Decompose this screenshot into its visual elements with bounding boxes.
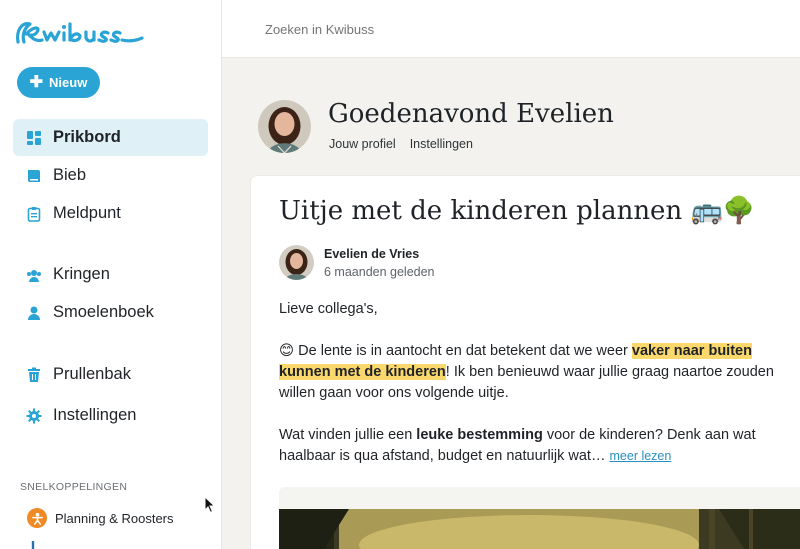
smile-emoji-icon: 😊 (279, 343, 295, 359)
group-icon (26, 267, 42, 283)
sidebar-item-label: Kringen (53, 265, 110, 283)
new-button[interactable] (17, 67, 100, 98)
ellipsis: … (590, 448, 606, 464)
shortcut-planning-roosters[interactable] (27, 508, 174, 528)
sidebar-item-label: Meldpunt (53, 204, 121, 222)
sidebar-item-instellingen[interactable] (13, 397, 208, 434)
author-avatar[interactable] (279, 245, 314, 280)
read-more-link[interactable]: meer lezen (609, 449, 672, 463)
shortcuts-heading: SNELKOPPELINGEN (20, 481, 128, 493)
sidebar-item-meldpunt[interactable] (13, 195, 208, 232)
mouse-cursor-icon (204, 496, 216, 514)
highlight: vaker naar buiten kunnen met de kinderen (279, 343, 752, 380)
text-segment: De lente is in aantocht en dat betekent dat we weer (294, 343, 632, 359)
text-segment: Wat vinden jullie een (279, 427, 417, 443)
shortcut-label: Planning & Roosters (55, 510, 174, 526)
sidebar-item-prikbord[interactable] (13, 119, 208, 156)
kwibuss-logo[interactable] (12, 12, 144, 52)
sidebar-item-label: Bieb (53, 166, 87, 184)
sidebar (0, 0, 222, 549)
post-body (279, 299, 779, 488)
bold-text: leuke bestemming (416, 427, 543, 443)
post-date: 6 maanden geleden (324, 265, 435, 279)
sidebar-item-label: Smoelenboek (53, 303, 154, 321)
book-icon (26, 168, 42, 184)
sidebar-item-kringen[interactable] (13, 256, 208, 293)
sidebar-item-bieb[interactable] (13, 157, 208, 194)
sidebar-item-smoelenboek[interactable] (13, 294, 208, 331)
shortcut-partial[interactable] (27, 540, 55, 549)
post-image[interactable] (279, 487, 800, 549)
clipboard-icon (26, 206, 42, 222)
settings-link[interactable]: Instellingen (409, 137, 473, 151)
sidebar-item-label: Instellingen (53, 406, 137, 424)
person-orange-icon (27, 508, 47, 528)
new-button-label: Nieuw (49, 75, 88, 90)
search-input[interactable] (265, 22, 665, 37)
profile-link[interactable]: Jouw profiel (329, 137, 396, 151)
gear-icon (26, 408, 42, 424)
salutation: Lieve collega's, (279, 301, 378, 317)
topbar (222, 0, 800, 58)
dashboard-icon (26, 130, 42, 146)
b-icon (27, 540, 47, 549)
paragraph-1 (279, 341, 779, 404)
paragraph-2 (279, 425, 779, 467)
greeting-title: Goedenavond Evelien (328, 99, 614, 129)
trash-icon (26, 367, 42, 383)
sidebar-item-label: Prikbord (53, 128, 121, 146)
author-name[interactable]: Evelien de Vries (324, 247, 420, 261)
post-title[interactable]: Uitje met de kinderen plannen 🚌🌳 (279, 196, 756, 226)
profile-links (329, 137, 473, 151)
sidebar-item-label: Prullenbak (53, 365, 131, 383)
text-segment: ! Ik ben benieuwd waar jullie graag naartoe zouden willen gaan voor ons volgende uitje. (279, 364, 774, 401)
sidebar-item-prullenbak[interactable] (13, 356, 208, 393)
avatar[interactable] (258, 100, 311, 153)
text-segment: voor de kinderen? Denk aan wat haalbaar is qua afstand, budget en natuurlijk wat (279, 427, 756, 464)
plus-icon: ✚ (29, 73, 44, 91)
person-icon (26, 305, 42, 321)
